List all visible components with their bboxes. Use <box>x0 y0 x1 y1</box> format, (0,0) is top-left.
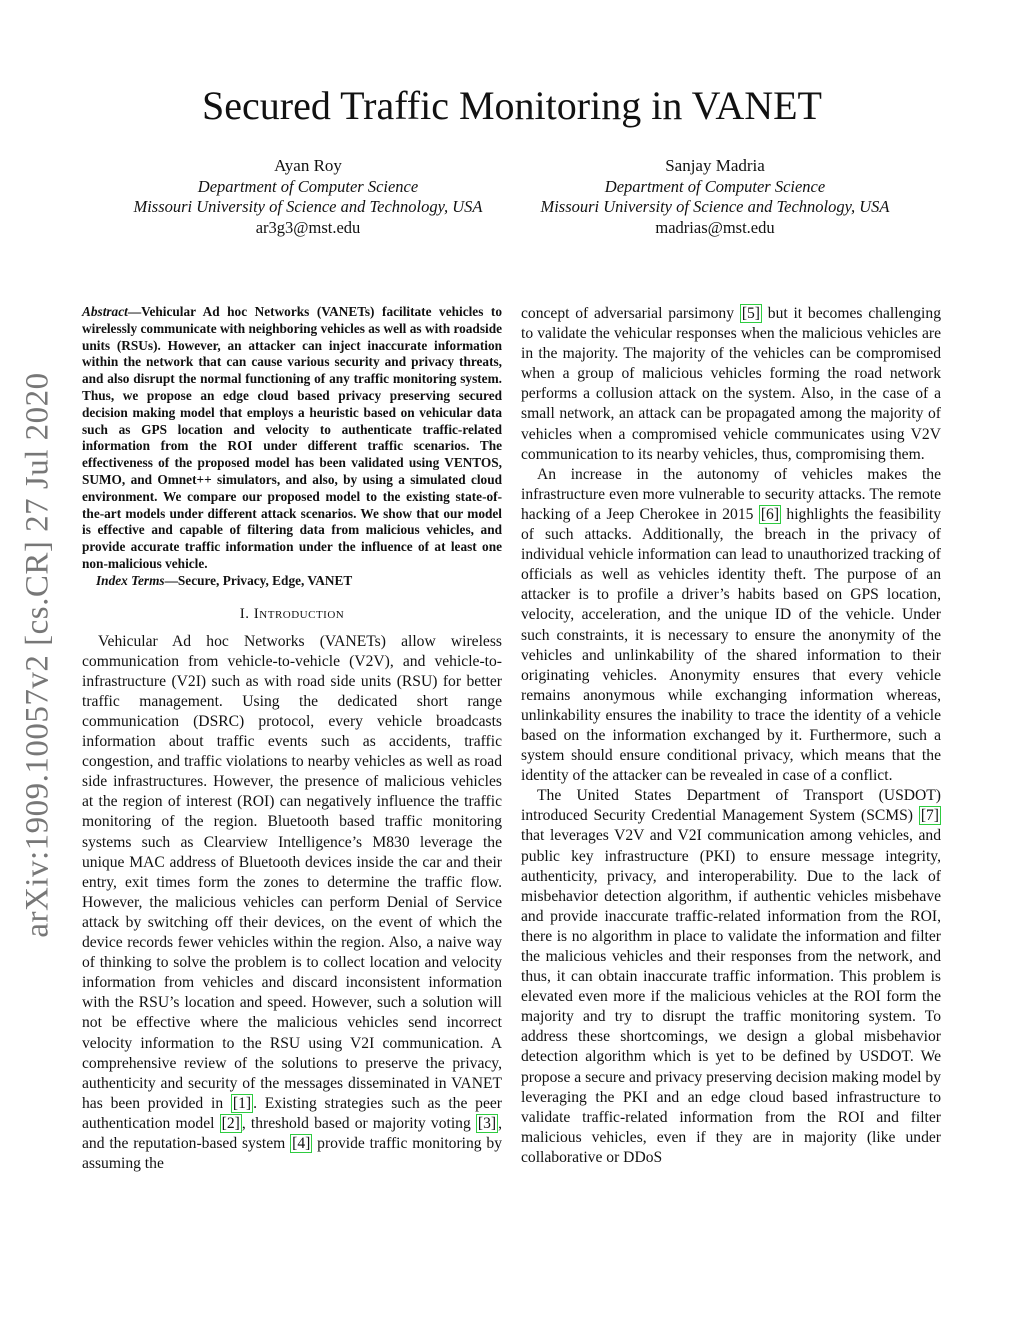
left-column <box>82 304 502 1174</box>
author-department: Department of Computer Science <box>197 176 419 196</box>
paragraph-text: that leverages V2V and V2I communication among vehicles, and public key infrastructure (PKI) to ensure message integrity, authenticity, privacy, and interoperability. Due to the lack of misbehavior detection algorithm, if authentic vehicles misbehave and provide inaccurate traffic-related information from the ROI, there is no algorithm in place to validate the information and filter the malicious vehicles and their responses from the network, and thus, it can obtain inaccurate traffic information. This problem is elevated even more if the malicious vehicles at the ROI form the majority and try to disrupt the traffic monitoring system. To address these shortcomings, we design a global misbehavior detection algorithm which is yet to be defined by USDOT. We propose a secure and privacy preserving decision making model by leveraging the PKI and an edge cloud based infrastructure to validate traffic-related information from the ROI and filter malicious vehicles, even if they are in majority (like under collaborative or DDoS <box>521 827 941 1166</box>
intro-paragraph <box>521 465 941 787</box>
index-terms-text: —Secure, Privacy, Edge, VANET <box>164 572 353 588</box>
author-department: Department of Computer Science <box>604 176 826 196</box>
citation-link[interactable]: [4] <box>292 1134 311 1152</box>
paragraph-text: highlights the feasibility of such attacks. Additionally, the breach in the privacy of individual vehicle information can lead to unauthorized tracking of officials as well as vehicles identity theft. The purpose of an attacker is to profile a driver’s habits based on GPS location, velocity, acceleration, and the unique ID of the vehicle. Under such constraints, it is necessary to ensure the anonymity of the vehicles and unlinkability of the shared information to their originating vehicles. Anonymity ensures that every vehicle remains anonymous while exchanging information whereas, unlinkability ensures the inability to trace the identity of a vehicle based on the information exchanged by it. Furthermore, such a system should ensure conditional privacy, which means that the identity of the attacker can be revealed in case of a conflict. <box>521 505 941 785</box>
paragraph-text: Vehicular Ad hoc Networks (VANETs) allow wireless communication from vehicle-to-vehicle (V2V), and vehicle-to-infrastructure (V2I) such as with road side units (RSU) for better traffic management. Using the dedicated short range communication (DSRC) protocol, every vehicle broadcasts information about traffic events such as accidents, traffic congestion, and traffic violations to nearby vehicles as well as road side infrastructures. However, the presence of malicious vehicles at the region of interest (ROI) can negatively influence the traffic monitoring of the region. Bluetooth based traffic monitoring systems such as Clearview Intelligence’s M830 leverage the unique MAC address of Bluetooth devices inside the car and their entry, exit times form the zones to determine the traffic flow. However, the malicious vehicles can perform Denial of Service attack by switching off their devices, on the event of which the device records fewer vehicles within the region. Also, a naive way of thinking to solve the problem is to collect location and velocity information from vehicles and discard inconsistent information with the RSU’s location and speed. However, such a solution will not be effective where the malicious vehicles send incorrect velocity information to the RSU using V2I communication. A comprehensive review of the solutions to preserve the privacy, authenticity and security of the messages disseminated in VANET has been provided in <box>82 632 502 1112</box>
paragraph-text: , threshold based or majority voting <box>241 1114 476 1132</box>
index-terms <box>96 573 502 590</box>
paragraph-text: , and the reputation-based system <box>82 1114 502 1152</box>
arxiv-identifier <box>20 365 56 945</box>
section-heading-introduction <box>82 604 502 624</box>
right-column <box>521 304 941 1168</box>
intro-paragraph <box>521 786 941 1168</box>
author-university: Missouri University of Science and Technology, USA <box>540 197 890 216</box>
paragraph-text: The United States Department of Transport (USDOT) introduced Security Credential Management System (SCMS) <box>521 787 941 825</box>
paragraph-text: but it becomes challenging to validate the vehicular responses when the malicious vehicles are in the majority. The majority of the vehicles can be compromised when a group of malicious vehicles forming the road network performs a collusion attack on the system. Also, in the case of a small network, an attack can be propagated among the majority of vehicles when a compromised vehicle communicates using V2V communication to its nearby vehicles, thus, compromising them. <box>521 305 941 463</box>
author-email[interactable]: madrias@mst.edu <box>655 217 775 237</box>
citation-link[interactable]: [3] <box>477 1114 497 1132</box>
index-terms-label: Index Terms <box>96 572 165 588</box>
abstract-label: Abstract <box>82 304 128 319</box>
author-block-1 <box>88 156 528 238</box>
section-title: Introduction <box>253 605 345 622</box>
author-email[interactable]: ar3g3@mst.edu <box>255 217 361 237</box>
citation-link[interactable]: [2] <box>221 1114 240 1132</box>
author-block-2 <box>495 156 935 238</box>
paragraph-text: concept of adversarial parsimony <box>521 305 740 322</box>
intro-paragraph <box>521 304 941 465</box>
citation-link[interactable]: [6] <box>760 505 780 523</box>
paragraph-text: An increase in the autonomy of vehicles makes the infrastructure even more vulnerable to security attacks. The remote hacking of a Jeep Cherokee in 2015 <box>521 465 941 523</box>
paragraph-text: . Existing strategies such as the peer authentication model <box>82 1094 502 1132</box>
citation-link[interactable]: [7] <box>920 807 939 825</box>
intro-paragraph <box>82 632 502 1175</box>
abstract <box>82 304 502 573</box>
section-number: I. <box>239 605 254 622</box>
author-name: Sanjay Madria <box>665 156 765 175</box>
author-university: Missouri University of Science and Technology, USA <box>133 197 483 216</box>
paper-title: Secured Traffic Monitoring in VANET <box>202 83 822 128</box>
arxiv-identifier-text: arXiv:1909.10057v2 [cs.CR] 27 Jul 2020 <box>19 372 56 938</box>
citation-link[interactable]: [5] <box>741 305 760 322</box>
abstract-text: —Vehicular Ad hoc Networks (VANETs) facilitate vehicles to wirelessly communicate with neighboring vehicles as well as with roadside units (RSUs). However, an attacker can inject inaccurate information within the network that can cause various security and privacy threats, and also disrupt the normal functioning of any traffic monitoring system. Thus, we propose an edge cloud based privacy preserving secured decision making model that employs a heuristic based on vehicular data such as GPS location and velocity to authenticate traffic-related information from the ROI under different traffic scenarios. The effectiveness of the proposed model has been validated using VENTOS, SUMO, and Omnet++ simulators, and also, by using a simulated cloud environment. We compare our proposed model to the existing state-of-the-art models under different attack scenarios. We show that our model is effective and capable of filtering data from malicious vehicles, and provide accurate traffic information under the influence of at least one non-malicious vehicle. <box>82 304 502 571</box>
author-name: Ayan Roy <box>274 156 342 175</box>
paragraph-text: provide traffic monitoring by assuming the <box>82 1134 502 1173</box>
citation-link[interactable]: [1] <box>232 1094 252 1112</box>
